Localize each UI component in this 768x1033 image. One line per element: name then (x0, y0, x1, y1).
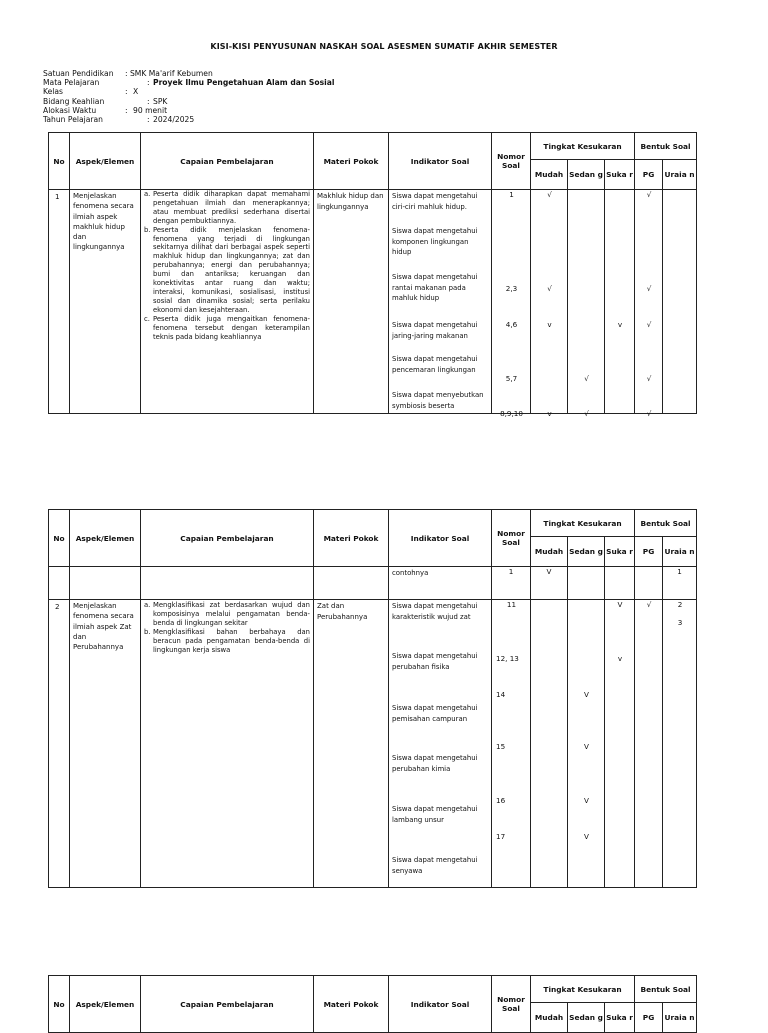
nomor-value: 15 (496, 742, 506, 751)
capaian-marker: b. (144, 627, 151, 636)
capaian-item (141, 226, 310, 315)
cell-aspek (70, 567, 141, 600)
meta-label: Tahun Pelajaran (43, 114, 103, 124)
check-mark: √ (646, 409, 652, 418)
indikator-item: Siswa dapat mengetahui rantai makanan pada mahluk hidup (392, 273, 478, 302)
indikator-item: Siswa dapat mengetahui pemisahan campuran (392, 704, 478, 723)
cell-sukar (605, 567, 635, 600)
kisi-table-3 (48, 975, 697, 1033)
cell-mudah (531, 190, 568, 418)
nomor-value: 1 (508, 567, 514, 576)
check-mark: √ (584, 409, 589, 418)
cell-pg (635, 190, 663, 418)
header-sedang: Sedan g (568, 1003, 605, 1033)
capaian-item (141, 628, 310, 655)
check-mark: v (617, 320, 623, 329)
header-indikator: Indikator Soal (389, 510, 492, 567)
cell-sukar (605, 600, 635, 888)
cell-sedang (568, 190, 605, 418)
check-mark: V (584, 796, 589, 805)
nomor-value: 16 (496, 796, 506, 805)
capaian-list (141, 190, 313, 341)
meta-sep: : (147, 114, 150, 124)
meta-label: Bidang Keahlian (43, 96, 105, 106)
meta-sep: : (147, 78, 150, 88)
indikator-item: Siswa dapat mengetahui pencemaran lingkungan (392, 355, 478, 374)
nomor-value: 2,3 (505, 284, 518, 293)
check-mark: V (584, 742, 589, 751)
header-capaian: Capaian Pembelajaran (141, 510, 314, 567)
header-pg: PG (635, 1003, 663, 1033)
header-aspek: Aspek/Elemen (70, 510, 141, 567)
meta-value: SPK (153, 96, 168, 106)
indikator-item: Siswa dapat mengetahui komponen lingkungan hidup (392, 227, 478, 256)
check-mark: V (546, 567, 552, 576)
header-bentuk: Bentuk Soal (635, 133, 697, 160)
header-bentuk: Bentuk Soal (635, 976, 697, 1003)
check-mark: √ (646, 320, 652, 329)
nomor-value: 8,9,10 (500, 409, 523, 418)
cell-nomor (492, 190, 531, 418)
capaian-list (141, 600, 313, 654)
header-mudah: Mudah (531, 160, 568, 190)
header-sukar: Suka r (605, 160, 635, 190)
cell-no (49, 600, 70, 888)
header-sedang: Sedan g (568, 160, 605, 190)
meta-label: Alokasi Waktu (43, 105, 97, 115)
header-nomor: Nomor Soal (492, 133, 531, 190)
indikator-item: Siswa dapat menyebutkan symbiosis beserta (392, 391, 484, 410)
materi-text: Zat dan Perubahannya (317, 602, 368, 621)
cell-uraian (663, 600, 697, 888)
capaian-text: Peserta didik menjelaskan fenomena-fenomena yang terjadi di lingkungan sekitarnya dilihat dari berbagai aspek seperti makhluk hidup dan lingkungannya; zat dan perubahannya; energi dan perubahannya; bumi dan antariksa; keruangan dan konektivitas antar ruang dan waktu; interaksi, komunikasi, sosialisasi, institusi sosial dan dinamika sosial; serta perilaku ekonomi dan kesejahteraan. (153, 225, 310, 314)
nomor-value: 1 (509, 190, 514, 199)
header-pg: PG (635, 537, 663, 567)
meta-value: : SMK Ma'arif Kebumen (125, 69, 213, 78)
header-nomor: Nomor Soal (492, 510, 531, 567)
materi-text: Makhluk hidup dan lingkungannya (317, 192, 384, 211)
meta-sep: : (125, 87, 128, 97)
meta-label: Satuan Pendidikan (43, 69, 114, 78)
header-tingkat: Tingkat Kesukaran (531, 133, 635, 160)
cell-sedang (568, 567, 605, 600)
check-mark: √ (646, 600, 652, 609)
row-number: 2 (55, 602, 60, 611)
meta-value: 2024/2025 (153, 114, 195, 124)
meta-sep: : (125, 105, 128, 115)
header-capaian: Capaian Pembelajaran (141, 133, 314, 190)
header-bentuk: Bentuk Soal (635, 510, 697, 537)
indikator-item: Siswa dapat mengetahui ciri-ciri mahluk hidup. (392, 192, 478, 211)
cell-capaian (141, 567, 314, 600)
indikator-item: Siswa dapat mengetahui karakteristik wujud zat (392, 602, 478, 621)
cell-capaian (141, 190, 314, 414)
header-sukar: Suka r (605, 1003, 635, 1033)
cell-no (49, 567, 70, 600)
meta-value: Proyek Ilmu Pengetahuan Alam dan Sosial (153, 78, 335, 88)
header-indikator: Indikator Soal (389, 976, 492, 1033)
uraian-value: 1 (677, 567, 682, 576)
header-nomor: Nomor Soal (492, 976, 531, 1033)
header-tingkat: Tingkat Kesukaran (531, 976, 635, 1003)
nomor-value: 4,6 (505, 320, 518, 329)
header-no: No (49, 133, 70, 190)
header-no: No (49, 510, 70, 567)
nomor-value: 12, 13 (496, 654, 519, 663)
header-mudah: Mudah (531, 537, 568, 567)
cell-sedang (568, 600, 605, 888)
header-sedang: Sedan g (568, 537, 605, 567)
header-tingkat: Tingkat Kesukaran (531, 510, 635, 537)
cell-materi (314, 190, 389, 414)
capaian-text: Peserta didik diharapkan dapat memahami pengetahuan ilmiah dan menerapkannya; atau membuat prediksi sederhana disertai dengan pembuktiannya. (153, 190, 310, 225)
cell-aspek (70, 190, 141, 414)
aspek-text: Menjelaskan fenomena secara ilmiah aspek makhluk hidup dan lingkungannya (73, 192, 134, 252)
header-uraian: Uraia n (663, 160, 697, 190)
cell-materi (314, 600, 389, 888)
check-mark: √ (584, 374, 589, 383)
header-no: No (49, 976, 70, 1033)
header-pg: PG (635, 160, 663, 190)
cell-nomor (492, 600, 531, 888)
nomor-value: 11 (506, 600, 517, 609)
kisi-table-1 (48, 132, 697, 418)
check-mark: v (617, 654, 623, 663)
header-capaian: Capaian Pembelajaran (141, 976, 314, 1033)
cell-materi (314, 567, 389, 600)
nomor-value: 5,7 (505, 374, 518, 383)
cell-indikator (389, 600, 492, 888)
check-mark: V (584, 690, 589, 699)
check-mark: v (547, 409, 552, 418)
capaian-marker: a. (144, 190, 151, 198)
indikator-item: Siswa dapat mengetahui perubahan fisika (392, 652, 478, 671)
indikator-item: Siswa dapat mengetahui senyawa (392, 856, 478, 875)
uraian-value: 2 (677, 600, 683, 609)
meta-value: X (133, 87, 139, 97)
cell-indikator (389, 190, 492, 414)
indikator-item: Siswa dapat mengetahui jaring-jaring makanan (392, 321, 478, 340)
aspek-text: Menjelaskan fenomena secara ilmiah aspek Zat dan Perubahannya (73, 602, 134, 652)
meta-sep: : (147, 96, 150, 106)
check-mark: v (547, 320, 552, 329)
capaian-marker: a. (144, 601, 151, 609)
document-title: KISI-KISI PENYUSUNAN NASKAH SOAL ASESMEN SUMATIF AKHIR SEMESTER (210, 42, 558, 51)
cell-no (49, 190, 70, 414)
capaian-marker: c. (144, 314, 150, 323)
row-number: 1 (55, 192, 60, 201)
cell-indikator (389, 567, 492, 600)
meta-label: Mata Pelajaran (43, 78, 100, 88)
header-indikator: Indikator Soal (389, 133, 492, 190)
cell-sukar (605, 190, 635, 414)
capaian-text: Mengklasifikasi zat berdasarkan wujud dan komposisinya melalui pengamatan benda-benda di lingkungan sekitar (153, 601, 310, 627)
header-materi: Materi Pokok (314, 510, 389, 567)
check-mark: √ (547, 190, 552, 199)
cell-capaian (141, 600, 314, 888)
check-mark: √ (646, 374, 652, 383)
kisi-table-2 (48, 509, 697, 888)
capaian-item (141, 601, 310, 628)
meta-value: 90 menit (133, 105, 168, 115)
header-materi: Materi Pokok (314, 976, 389, 1033)
check-mark: √ (646, 284, 652, 293)
capaian-item (141, 190, 310, 226)
header-mudah: Mudah (531, 1003, 568, 1033)
cell-mudah (531, 567, 568, 600)
indikator-item: Siswa dapat mengetahui perubahan kimia (392, 754, 478, 773)
check-mark: V (617, 600, 623, 609)
capaian-marker: b. (144, 225, 151, 234)
header-uraian: Uraia n (663, 1003, 697, 1033)
cell-aspek (70, 600, 141, 888)
header-materi: Materi Pokok (314, 133, 389, 190)
cell-pg (635, 567, 663, 600)
nomor-value: 14 (496, 690, 506, 699)
capaian-item (141, 315, 310, 342)
header-sukar: Suka r (605, 537, 635, 567)
check-mark: √ (547, 284, 552, 293)
capaian-text: Peserta didik juga mengaitkan fenomena-fenomena tersebut dengan keterampilan teknis pada bidang keahliannya (153, 314, 310, 341)
uraian-value: 3 (677, 618, 683, 627)
indikator-item: contohnya (392, 569, 429, 577)
cell-pg (635, 600, 663, 888)
check-mark: V (584, 832, 589, 841)
header-aspek: Aspek/Elemen (70, 133, 141, 190)
capaian-text: Mengklasifikasi bahan berbahaya dan beracun pada pengamatan benda-benda di lingkungan kerja siswa (153, 627, 310, 654)
cell-uraian (663, 190, 697, 414)
cell-uraian (663, 567, 697, 600)
cell-nomor (492, 567, 531, 600)
cell-mudah (531, 600, 568, 888)
header-aspek: Aspek/Elemen (70, 976, 141, 1033)
nomor-value: 17 (496, 832, 506, 841)
indikator-item: Siswa dapat mengetahui lambang unsur (392, 805, 478, 824)
check-mark: √ (646, 190, 652, 199)
meta-label: Kelas (43, 87, 63, 97)
header-uraian: Uraia n (663, 537, 697, 567)
